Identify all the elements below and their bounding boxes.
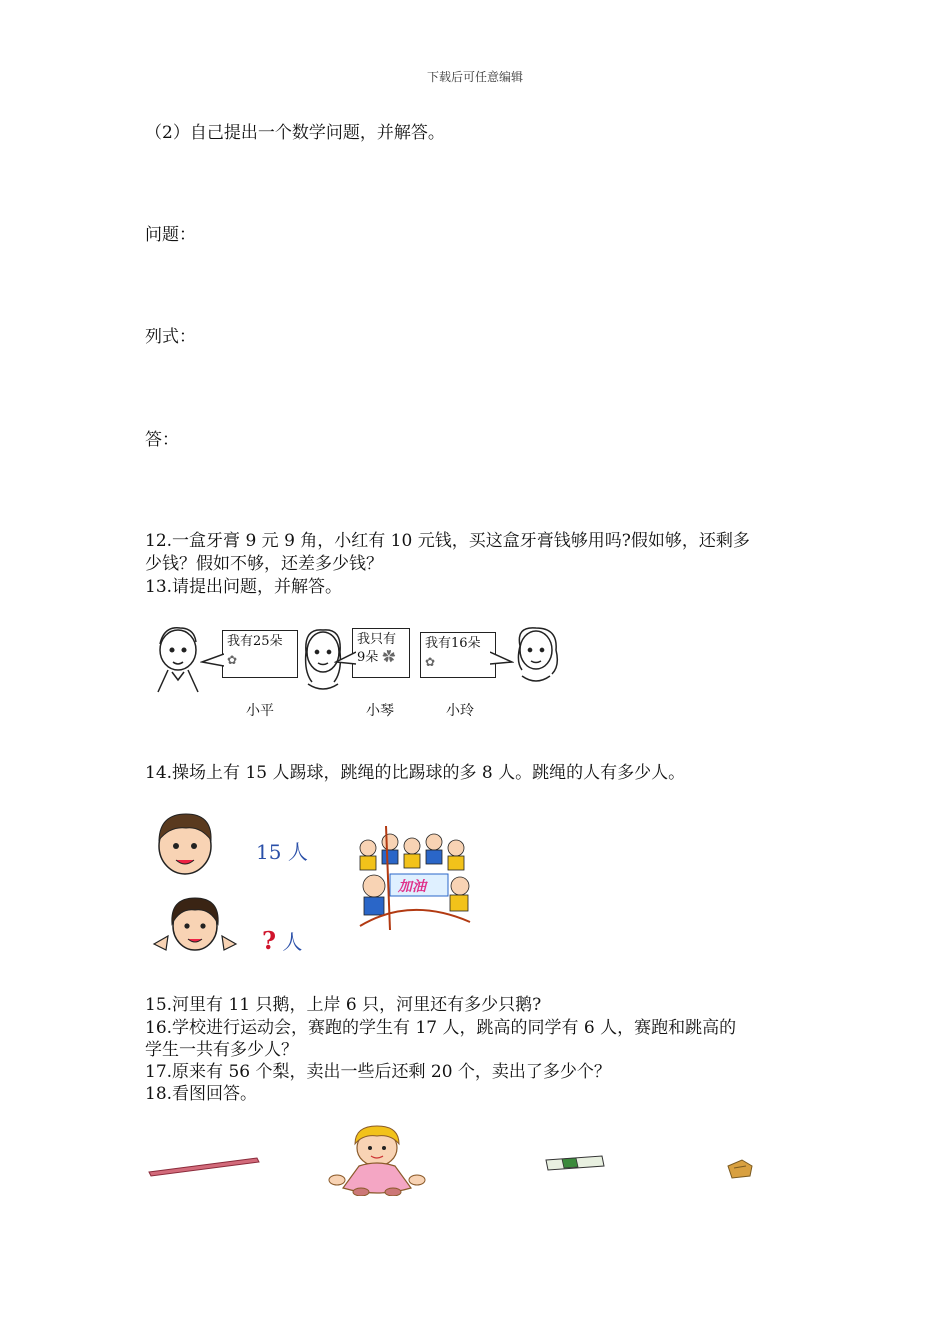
doll-image bbox=[325, 1124, 427, 1196]
label-15-unit: 人 bbox=[287, 840, 308, 864]
label-15-people bbox=[256, 836, 308, 865]
pencil-image bbox=[145, 1150, 263, 1178]
q14-text: 14.操场上有 15 人踢球，跳绳的比踢球的多 8 人。跳绳的人有多少人。 bbox=[145, 763, 686, 783]
bubble-xiaoqin-line1: 我只有 bbox=[357, 632, 397, 647]
q12-line2: 少钱？假如不够，还差多少钱？ bbox=[145, 554, 383, 574]
answer-label: 答： bbox=[145, 430, 179, 450]
flower-icon: ✿ bbox=[382, 650, 396, 665]
eraser-image bbox=[542, 1152, 608, 1176]
bubble-xiaoqin-line2: 9朵 bbox=[357, 650, 379, 665]
q13-text: 13.请提出问题，并解答。 bbox=[145, 577, 343, 597]
question-mark: ? bbox=[262, 926, 277, 955]
q16-line2: 学生一共有多少人？ bbox=[145, 1040, 298, 1060]
label-unknown-unit: 人 bbox=[282, 930, 303, 954]
bubble-tail-left bbox=[200, 652, 224, 668]
cheer-banner: 加油 bbox=[398, 879, 426, 895]
sharpener-image bbox=[724, 1158, 756, 1180]
name-xiaoling: 小玲 bbox=[446, 703, 474, 719]
speech-bubble-xiaoling bbox=[420, 632, 496, 678]
girl-face-icon bbox=[150, 892, 240, 962]
bubble-xiaoling-line1: 我有16朵 bbox=[425, 636, 481, 651]
bubble-tail-right bbox=[490, 650, 514, 668]
boy-face-icon bbox=[150, 808, 220, 878]
flower-icon: ✿ bbox=[227, 653, 238, 667]
bubble-xiaoping-line1: 我有25朵 bbox=[227, 634, 283, 649]
name-xiaoping: 小平 bbox=[246, 703, 274, 719]
part2-prompt: （2）自己提出一个数学问题，并解答。 bbox=[145, 123, 445, 143]
q18-text: 18.看图回答。 bbox=[145, 1084, 258, 1104]
q17-text: 17.原来有 56 个梨，卖出一些后还剩 20 个，卖出了多少个？ bbox=[145, 1062, 611, 1082]
name-xiaoqin: 小琴 bbox=[366, 703, 394, 719]
question-label: 问题： bbox=[145, 225, 196, 245]
label-unknown-people bbox=[262, 926, 302, 955]
q15-text: 15.河里有 11 只鹅，上岸 6 只，河里还有多少只鹅? bbox=[145, 995, 542, 1015]
label-15-number: 15 bbox=[256, 840, 282, 864]
page-header: 下载后可任意编辑 bbox=[426, 70, 523, 84]
speech-bubble-xiaoping bbox=[222, 630, 298, 678]
q16-line1: 16.学校进行运动会，赛跑的学生有 17 人，跳高的同学有 6 人，赛跑和跳高的 bbox=[145, 1018, 737, 1038]
formula-label: 列式： bbox=[145, 327, 196, 347]
bubble-xiaoqin-line2-wrap bbox=[357, 649, 405, 667]
q12-line1: 12.一盒牙膏 9 元 9 角，小红有 10 元钱，买这盒牙膏钱够用吗?假如够，还剩多 bbox=[145, 531, 750, 551]
speech-bubble-xiaoqin bbox=[352, 628, 410, 678]
flower-icon: ✿ bbox=[425, 655, 436, 669]
bubble-tail-left bbox=[334, 650, 356, 666]
